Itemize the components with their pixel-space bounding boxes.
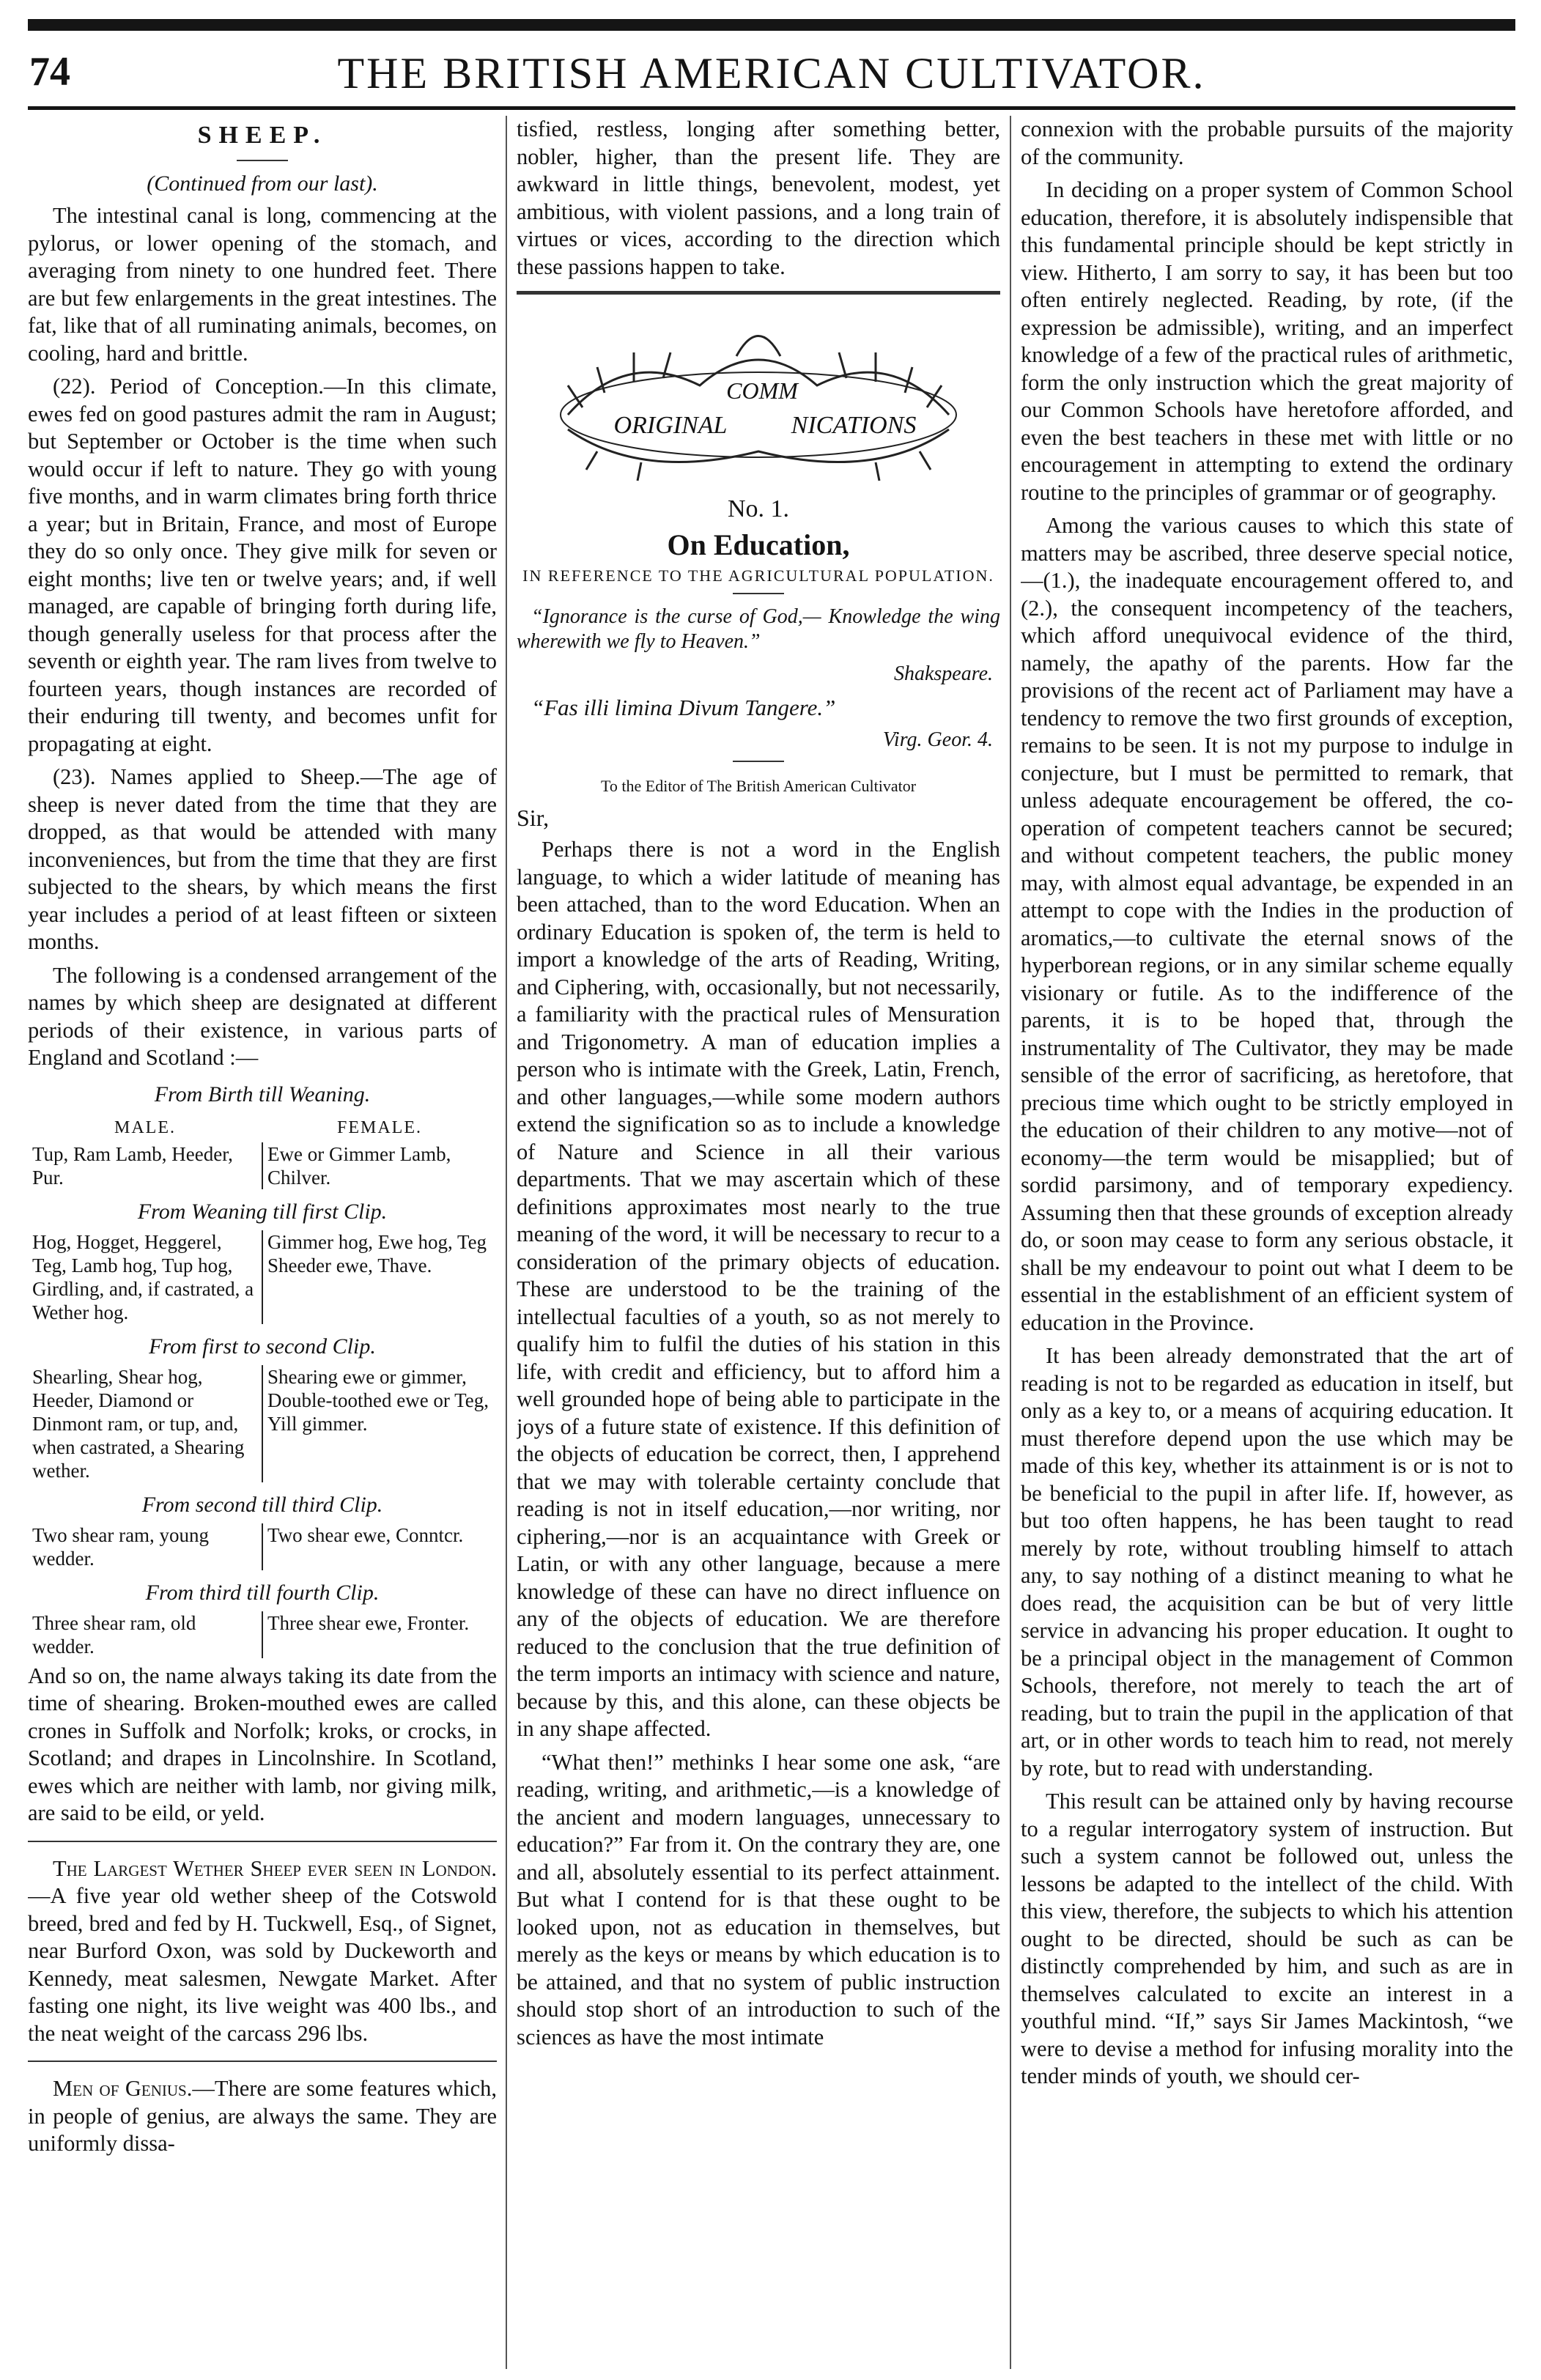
paragraph: The following is a condensed arrangement of the names by which sheep are designated at different periods of their existence, in various parts of England and Scotland :—: [28, 962, 497, 1070]
salutation: Sir,: [517, 804, 550, 831]
column-divider-2: [1010, 116, 1011, 2369]
male-names: Three shear ram, old wedder.: [28, 1611, 262, 1658]
article-rule: [28, 1841, 497, 1842]
epigraph-1-attribution: Shakspeare.: [893, 662, 993, 685]
paragraph: In deciding on a proper system of Common School education, therefore, it is absolutely indispensible that this fundamental principle should be kept strictly in view. Hitherto, I am sorry to say, it has been but too often entirely neglected. Reading, by rote, (if the expression be admissible), writing, and an imperfect knowledge of a few of the practical rules of arithmetic, form the only instruction which the great majority of our Common Schools have heretofore afforded, and even the best teachers in these met with little or no encouragement in attempting to extend the ordinary routine to the principles of grammar or of geography.: [1021, 177, 1513, 505]
banner-text-right: NICATIONS: [791, 412, 917, 439]
paragraph: This result can be attained only by having recourse to a regular interrogatory system of instruction. But such a system cannot be followed out, unless the lessons be adapted to the intellect of the child. With this view, therefore, the subjects to which his attention ought to be directed, should be such as can be distinctly comprehended by him, and such as are in themselves calculated to excite an interest in a youthful mind. “If,” says Sir James Mackintosh, “we were to devise a method for infusing morality into the tender minds of youth, we should cer-: [1021, 1789, 1513, 2088]
table-subheading: From Weaning till first Clip.: [137, 1199, 388, 1224]
article-men-of-genius: [28, 2075, 497, 2158]
sheep-names-table-2: [28, 1230, 497, 1324]
column-1: [28, 116, 497, 2369]
article-lead: The Largest Wether Sheep ever seen in London.: [53, 1855, 497, 1881]
sheep-names-table-5: [28, 1611, 497, 1658]
top-border-rule: [28, 19, 1515, 31]
table-subheading: From second till third Clip.: [141, 1492, 383, 1517]
article-number: No. 1.: [727, 495, 790, 522]
sheep-names-table-1: [28, 1113, 497, 1189]
paragraph: Perhaps there is not a word in the English language, to which a wider latitude of meaning has been attached, than to the word Education. When an ordinary Education is spoken of, the term is held to import a knowledge of the arts of Reading, Writing, and Ciphering, with, occasionally, but not necessarily, a familiarity with the practical rules of Mensuration and Trigonometry. A man of education implies a person who is intimate with the Greek, Latin, French, and other languages,—while some modern authors extend the signification so as to include a knowledge of Nature and Science in all their various departments. That we may ascertain which of these definitions approximates most nearly to the true meaning of the word, it will be necessary to recur to a consideration of the primary objects of education. These are understood to be the training of the intellectual faculties of a youth, so as not merely to qualify him to fulfil the duties of his station in this life, with credit and efficiency, but to afford him a well grounded hope of being able to participate in the joys of a future state of existence. If this definition of the objects of education be correct, then, I apprehend that we may with tolerable certainty conclude that reading is not in itself education,—nor writing, nor ciphering,—nor is an acquaintance with Greek or Latin, or with any other language, because a mere knowledge of these can have no direct influence on any of the objects of education. We are therefore reduced to the conclusion that the true definition of the term imports an intimacy with science and nature, because by this, and this alone, can these objects be in any shape affected.: [517, 837, 1000, 1741]
table-subheading: From first to second Clip.: [149, 1334, 376, 1359]
female-names: Two shear ewe, Conntcr.: [267, 1523, 464, 1546]
article-heading: On Education,: [667, 528, 850, 561]
sheep-names-table-4: [28, 1523, 497, 1570]
masthead-title: THE BRITISH AMERICAN CULTIVATOR.: [337, 49, 1206, 97]
article-rule: [28, 2061, 497, 2062]
paragraph: (22). Period of Conception.—In this climate, ewes fed on good pastures admit the ram in August; but September or October is the time when such would occur if left to nature. They go with young five months, and in warm climates bring forth thrice a year; but in Britain, France, and most of Europe they do so only once. They give milk for seven or eight months; live ten or twelve years; and, if well managed, are capable of bringing forth during life, though generally useless for that process after the seventh or eighth year. The ram lives from twelve to fourteen years, though instances are recorded of their enduring till twenty, and becomes unfit for propagating at eight.: [28, 374, 497, 756]
paragraph-continued: connexion with the probable pursuits of the majority of the community.: [1021, 117, 1513, 169]
continued-note: (Continued from our last).: [147, 171, 378, 196]
article-subheading: IN REFERENCE TO THE AGRICULTURAL POPULATION.: [522, 566, 994, 585]
editor-address: To the Editor of The British American Cultivator: [600, 777, 917, 795]
short-rule: [733, 761, 784, 762]
female-names: Gimmer hog, Ewe hog, Teg Sheeder ewe, Thave.: [267, 1230, 487, 1276]
article-lead: Men of Genius.: [53, 2076, 193, 2101]
female-names: Shearing ewe or gimmer, Double-toothed ewe or Teg, Yill gimmer.: [267, 1365, 489, 1435]
short-rule: [237, 160, 288, 161]
column-divider-1: [506, 116, 507, 2369]
paragraph-continued: tisfied, restless, longing after something better, nobler, higher, than the present life. They are awkward in little things, benevolent, modest, yet ambitious, with violent passions, and a long train of virtues or vices, according to the direction which these passions happen to take.: [517, 117, 1000, 279]
male-names: Tup, Ram Lamb, Heeder, Pur.: [28, 1142, 262, 1189]
epigraph-1: “Ignorance is the curse of God,— Knowledge the wing wherewith we fly to Heaven.”: [517, 605, 1000, 653]
column-3: [1021, 116, 1513, 2369]
male-names: Two shear ram, young wedder.: [28, 1523, 262, 1570]
male-names: Shearling, Shear hog, Heeder, Diamond or Dinmont ram, or tup, and, when castrated, a Shearing wether.: [28, 1365, 262, 1482]
paragraph: And so on, the name always taking its date from the time of shearing. Broken-mouthed ewes are called crones in Suffolk and Norfolk; kroks, or crocks, in Scotland; and drapes in Lincolnshire. In Scotland, ewes which are neither with lamb, nor giving milk, are said to be eild, or yeld.: [28, 1663, 497, 1825]
paragraph: The intestinal canal is long, commencing at the pylorus, or lower opening of the stomach, and averaging from ninety to one hundred feet. There are but few enlargements in the great intestines. The fat, like that of all ruminating animals, becomes, on cooling, hard and brittle.: [28, 203, 497, 366]
paragraph: “What then!” methinks I hear some one ask, “are reading, writing, and arithmetic,—is a knowledge of the ancient and modern languages, unnecessary to education?” Far from it. On the contrary they are, one and all, absolutely essential to its perfect attainment. But what I contend for is that these ought to be looked upon, not as education in themselves, but merely as the keys or means by which education is to be attained, and that no system of public instruction should stop short of an introduction to such of the sciences as have the most intimate: [517, 1749, 1000, 2050]
paragraph: Among the various causes to which this state of matters may be ascribed, three deserve special notice,—(1.), the inadequate encouragement offered to, and (2.), the consequent incompetency of the teachers, which afford unequivocal evidence of the third, namely, the apathy of the parents. How far the provisions of the recent act of Parliament may have a tendency to remove the two first grounds of exception, remains to be seen. It is not my purpose to indulge in conjecture, but I must be permitted to remark, that unless adequate encouragement be offered, the co-operation of competent teachers cannot be secured; and without competent teachers, the public money may, with almost equal advantage, be expended in an attempt to cope with the Indies in the production of aromatics,—to cultivate the eternal snows of the hyperborean regions, or in any similar scheme equally visionary or futile. As to the indifference of the parents, it is to be hoped that, through the instrumentality of The Cultivator, they may be made sensible of the error of sacrificing, as heretofore, that precious time which ought to be strictly employed in the education of their children to any motive—not of economy—the term would be misapplied; but of sordid parsimony, and of temporary expediency. Assuming then that these grounds of exception already do, or soon may cease to form any serious obstacle, it shall be my endeavour to point out what I deem to be essential in the establishment of an efficient system of education in the Province.: [1021, 513, 1513, 1335]
article-text: —There are some features which, in people of genius, are always the same. They are uniformly dissa-: [28, 2076, 497, 2156]
article-largest-wether: [28, 1855, 497, 2048]
header-rule: [28, 106, 1515, 110]
male-heading: MALE.: [114, 1117, 176, 1137]
original-communications-banner: [539, 305, 978, 488]
sheep-names-table-3: [28, 1365, 497, 1482]
banner-text-left: ORIGINAL: [613, 412, 728, 439]
epigraph-2-attribution: Virg. Geor. 4.: [882, 728, 993, 751]
table-subheading: From third till fourth Clip.: [145, 1580, 380, 1605]
epigraph-2: “Fas illi limina Divum Tangere.”: [531, 694, 836, 720]
short-rule: [733, 593, 784, 594]
male-names: Hog, Hogget, Heggerel, Teg, Lamb hog, Tup hog, Girdling, and, if castrated, a Wether hog.: [28, 1230, 262, 1324]
female-heading: FEMALE.: [337, 1117, 422, 1137]
banner-foliage: [568, 336, 949, 481]
female-names: Ewe or Gimmer Lamb, Chilver.: [267, 1142, 451, 1189]
article-rule: [517, 291, 1000, 295]
table-subheading: From Birth till Weaning.: [154, 1082, 371, 1106]
paragraph: (23). Names applied to Sheep.—The age of sheep is never dated from the time that they are dropped, as that would be attended with many inconveniences, but from the time that they are first subjected to the shears, by which means the first year includes a period of at least fifteen or sixteen months.: [28, 764, 497, 954]
banner-text-middle: COMM: [726, 377, 798, 404]
paragraph: It has been already demonstrated that the art of reading is not to be regarded as education in itself, but only as a key to, or a means of acquiring education. It must therefore depend upon the use which may be made of this key, whether its attainment is or is not to be beneficial to the pupil in after life. If, however, as but too often happens, he has been taught to read merely by rote, without troubling himself to attach any, to say nothing of a distinct meaning to what he does read, the acquisition can be but of very little service in advancing his proper education. It ought to be a principal object in the management of Common Schools, therefore, not merely to teach the art of reading, but to train the pupil in the application of that art, or in other words to teach him to read, not merely by rote, but to read with understanding.: [1021, 1343, 1513, 1781]
article-text: —A five year old wether sheep of the Cotswold breed, bred and fed by H. Tuckwell, Esq., of Signet, near Burford Oxon, was sold by Duckeworth and Kennedy, meat salesmen, Newgate Market. After fasting one night, its live weight was 400 lbs., and the neat weight of the carcass 296 lbs.: [28, 1883, 497, 2046]
page-header: [28, 42, 1515, 101]
section-title-sheep: SHEEP.: [197, 122, 328, 149]
column-2: [517, 116, 1000, 2369]
page-number: 74: [29, 49, 70, 95]
female-names: Three shear ewe, Fronter.: [267, 1611, 470, 1634]
